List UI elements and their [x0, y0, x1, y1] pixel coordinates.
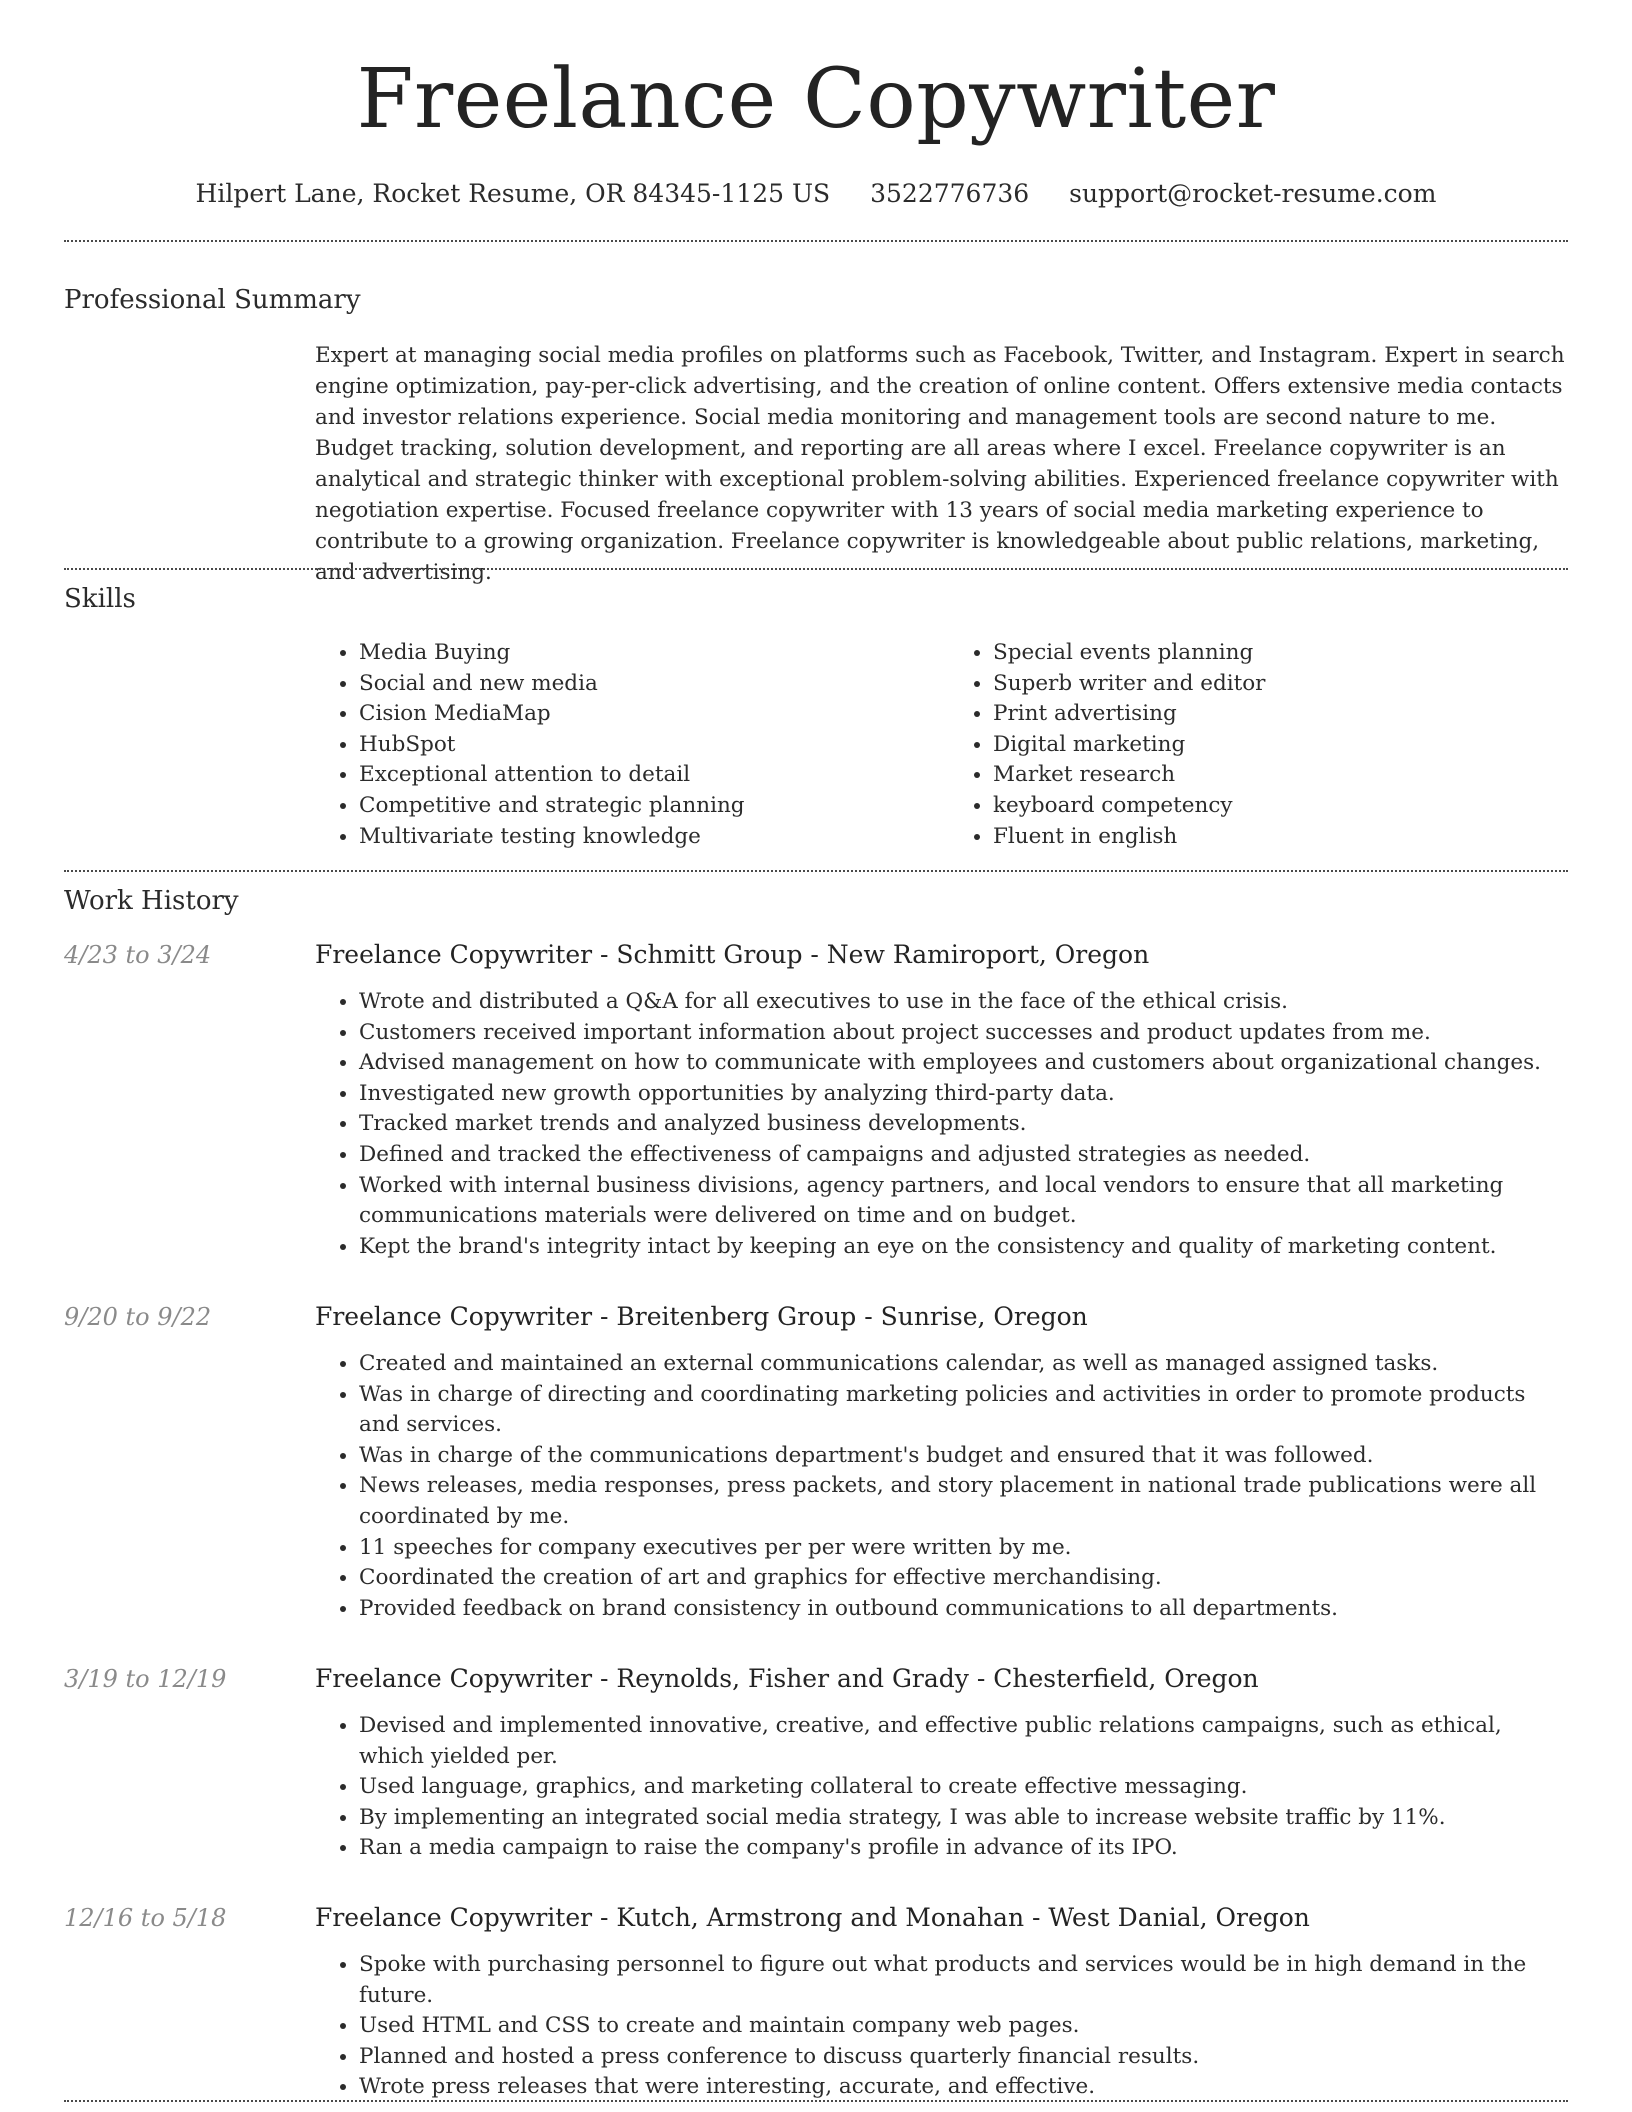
job-bullet: • 11 speeches for company executives per per were written by me. [359, 1533, 1568, 1564]
job-bullet: • Kept the brand's integrity intact by keeping an eye on the consistency and quality of marketing content. [359, 1232, 1568, 1263]
contact-phone: 3522776736 [870, 179, 1030, 208]
section-divider [64, 870, 1568, 872]
job-bullet: • Advised management on how to communicate with employees and customers about organizational changes. [359, 1048, 1568, 1079]
job-bullet: • Tracked market trends and analyzed business developments. [359, 1109, 1568, 1140]
job-title: Freelance Copywriter - Breitenberg Group - Sunrise, Oregon [315, 1302, 1088, 1331]
job-bullets [315, 987, 1568, 1262]
job-dates: 12/16 to 5/18 [64, 1904, 227, 1932]
job-bullets [315, 1950, 1568, 2103]
job-bullet: • Coordinated the creation of art and graphics for effective merchandising. [359, 1563, 1568, 1594]
skill-item: • Special events planning [993, 638, 1568, 669]
skill-item: • Market research [993, 760, 1568, 791]
candidate-name: Freelance Copywriter [356, 52, 1276, 147]
job-bullet: • Defined and tracked the effectiveness of campaigns and adjusted strategies as needed. [359, 1140, 1568, 1171]
skill-item: • Media Buying [359, 638, 931, 669]
skill-item: • Fluent in english [993, 822, 1568, 853]
job-dates: 9/20 to 9/22 [64, 1303, 212, 1331]
section-divider [64, 240, 1568, 242]
contact-line [0, 178, 1632, 210]
section-divider [64, 2100, 1568, 2102]
skill-item: • Superb writer and editor [993, 669, 1568, 700]
job-dates: 3/19 to 12/19 [64, 1665, 227, 1693]
skill-item: • keyboard competency [993, 791, 1568, 822]
resume-header [0, 52, 1632, 210]
skills-list-left [315, 638, 931, 852]
skills-columns [315, 638, 1568, 852]
job-bullet: • By implementing an integrated social media strategy, I was able to increase website traffic by 11%. [359, 1803, 1568, 1834]
job-bullet: • Was in charge of the communications department's budget and ensured that it was followed. [359, 1441, 1568, 1472]
job-bullet: • Customers received important information about project successes and product updates from me. [359, 1018, 1568, 1049]
job-bullet: • Provided feedback on brand consistency in outbound communications to all departments. [359, 1594, 1568, 1625]
summary-heading: Professional Summary [64, 285, 361, 315]
job-bullet: • Planned and hosted a press conference to discuss quarterly financial results. [359, 2042, 1568, 2073]
skill-item: • Print advertising [993, 699, 1568, 730]
job-bullet: • Used HTML and CSS to create and maintain company web pages. [359, 2011, 1568, 2042]
job-bullets [315, 1711, 1568, 1864]
skill-item: • Cision MediaMap [359, 699, 931, 730]
job-bullet: • Spoke with purchasing personnel to figure out what products and services would be in high demand in the future. [359, 1950, 1568, 2011]
job-bullet: • Worked with internal business divisions, agency partners, and local vendors to ensure that all marketing communications materials were delivered on time and on budget. [359, 1171, 1568, 1232]
job-bullet: • Investigated new growth opportunities by analyzing third-party data. [359, 1079, 1568, 1110]
skills-list-right [949, 638, 1568, 852]
contact-address: Hilpert Lane, Rocket Resume, OR 84345-1125 US [195, 179, 831, 208]
job-bullet: • Used language, graphics, and marketing collateral to create effective messaging. [359, 1772, 1568, 1803]
skill-item: • Digital marketing [993, 730, 1568, 761]
job-bullet: • Ran a media campaign to raise the company's profile in advance of its IPO. [359, 1833, 1568, 1864]
job-title: Freelance Copywriter - Reynolds, Fisher and Grady - Chesterfield, Oregon [315, 1664, 1259, 1693]
skills-heading: Skills [64, 584, 136, 614]
skill-item: • Competitive and strategic planning [359, 791, 931, 822]
skill-item: • HubSpot [359, 730, 931, 761]
job-bullet: • Wrote press releases that were interesting, accurate, and effective. [359, 2072, 1568, 2103]
job-bullet: • News releases, media responses, press packets, and story placement in national trade publications were all coordinated by me. [359, 1471, 1568, 1532]
work-history-heading: Work History [64, 886, 239, 916]
job-bullet: • Wrote and distributed a Q&A for all executives to use in the face of the ethical crisis. [359, 987, 1568, 1018]
job-title: Freelance Copywriter - Schmitt Group - New Ramiroport, Oregon [315, 940, 1150, 969]
contact-email: support@rocket-resume.com [1069, 179, 1437, 208]
section-divider [64, 568, 1568, 570]
skill-item: • Multivariate testing knowledge [359, 822, 931, 853]
job-bullet: • Devised and implemented innovative, creative, and effective public relations campaigns, such as ethical, which yielded per. [359, 1711, 1568, 1772]
job-bullet: • Was in charge of directing and coordinating marketing policies and activities in order to promote products and services. [359, 1380, 1568, 1441]
summary-text: Expert at managing social media profiles on platforms such as Facebook, Twitter, and Instagram. Expert in search engine optimization, pay-per-click advertising, and the creation of online content. Offers extensive media contacts and investor relations experience. Social media monitoring and management tools are second nature to me. Budget tracking, solution development, and reporting are all areas where I excel. Freelance copywriter is an analytical and strategic thinker with exceptional problem-solving abilities. Experienced freelance copywriter with negotiation expertise. Focused freelance copywriter with 13 years of social media marketing experience to contribute to a growing organization. Freelance copywriter is knowledgeable about public relations, marketing, and advertising. [315, 343, 1565, 585]
job-dates: 4/23 to 3/24 [64, 941, 212, 969]
job-bullets [315, 1349, 1568, 1624]
job-bullet: • Created and maintained an external communications calendar, as well as managed assigned tasks. [359, 1349, 1568, 1380]
skill-item: • Social and new media [359, 669, 931, 700]
job-title: Freelance Copywriter - Kutch, Armstrong and Monahan - West Danial, Oregon [315, 1903, 1310, 1932]
skill-item: • Exceptional attention to detail [359, 760, 931, 791]
